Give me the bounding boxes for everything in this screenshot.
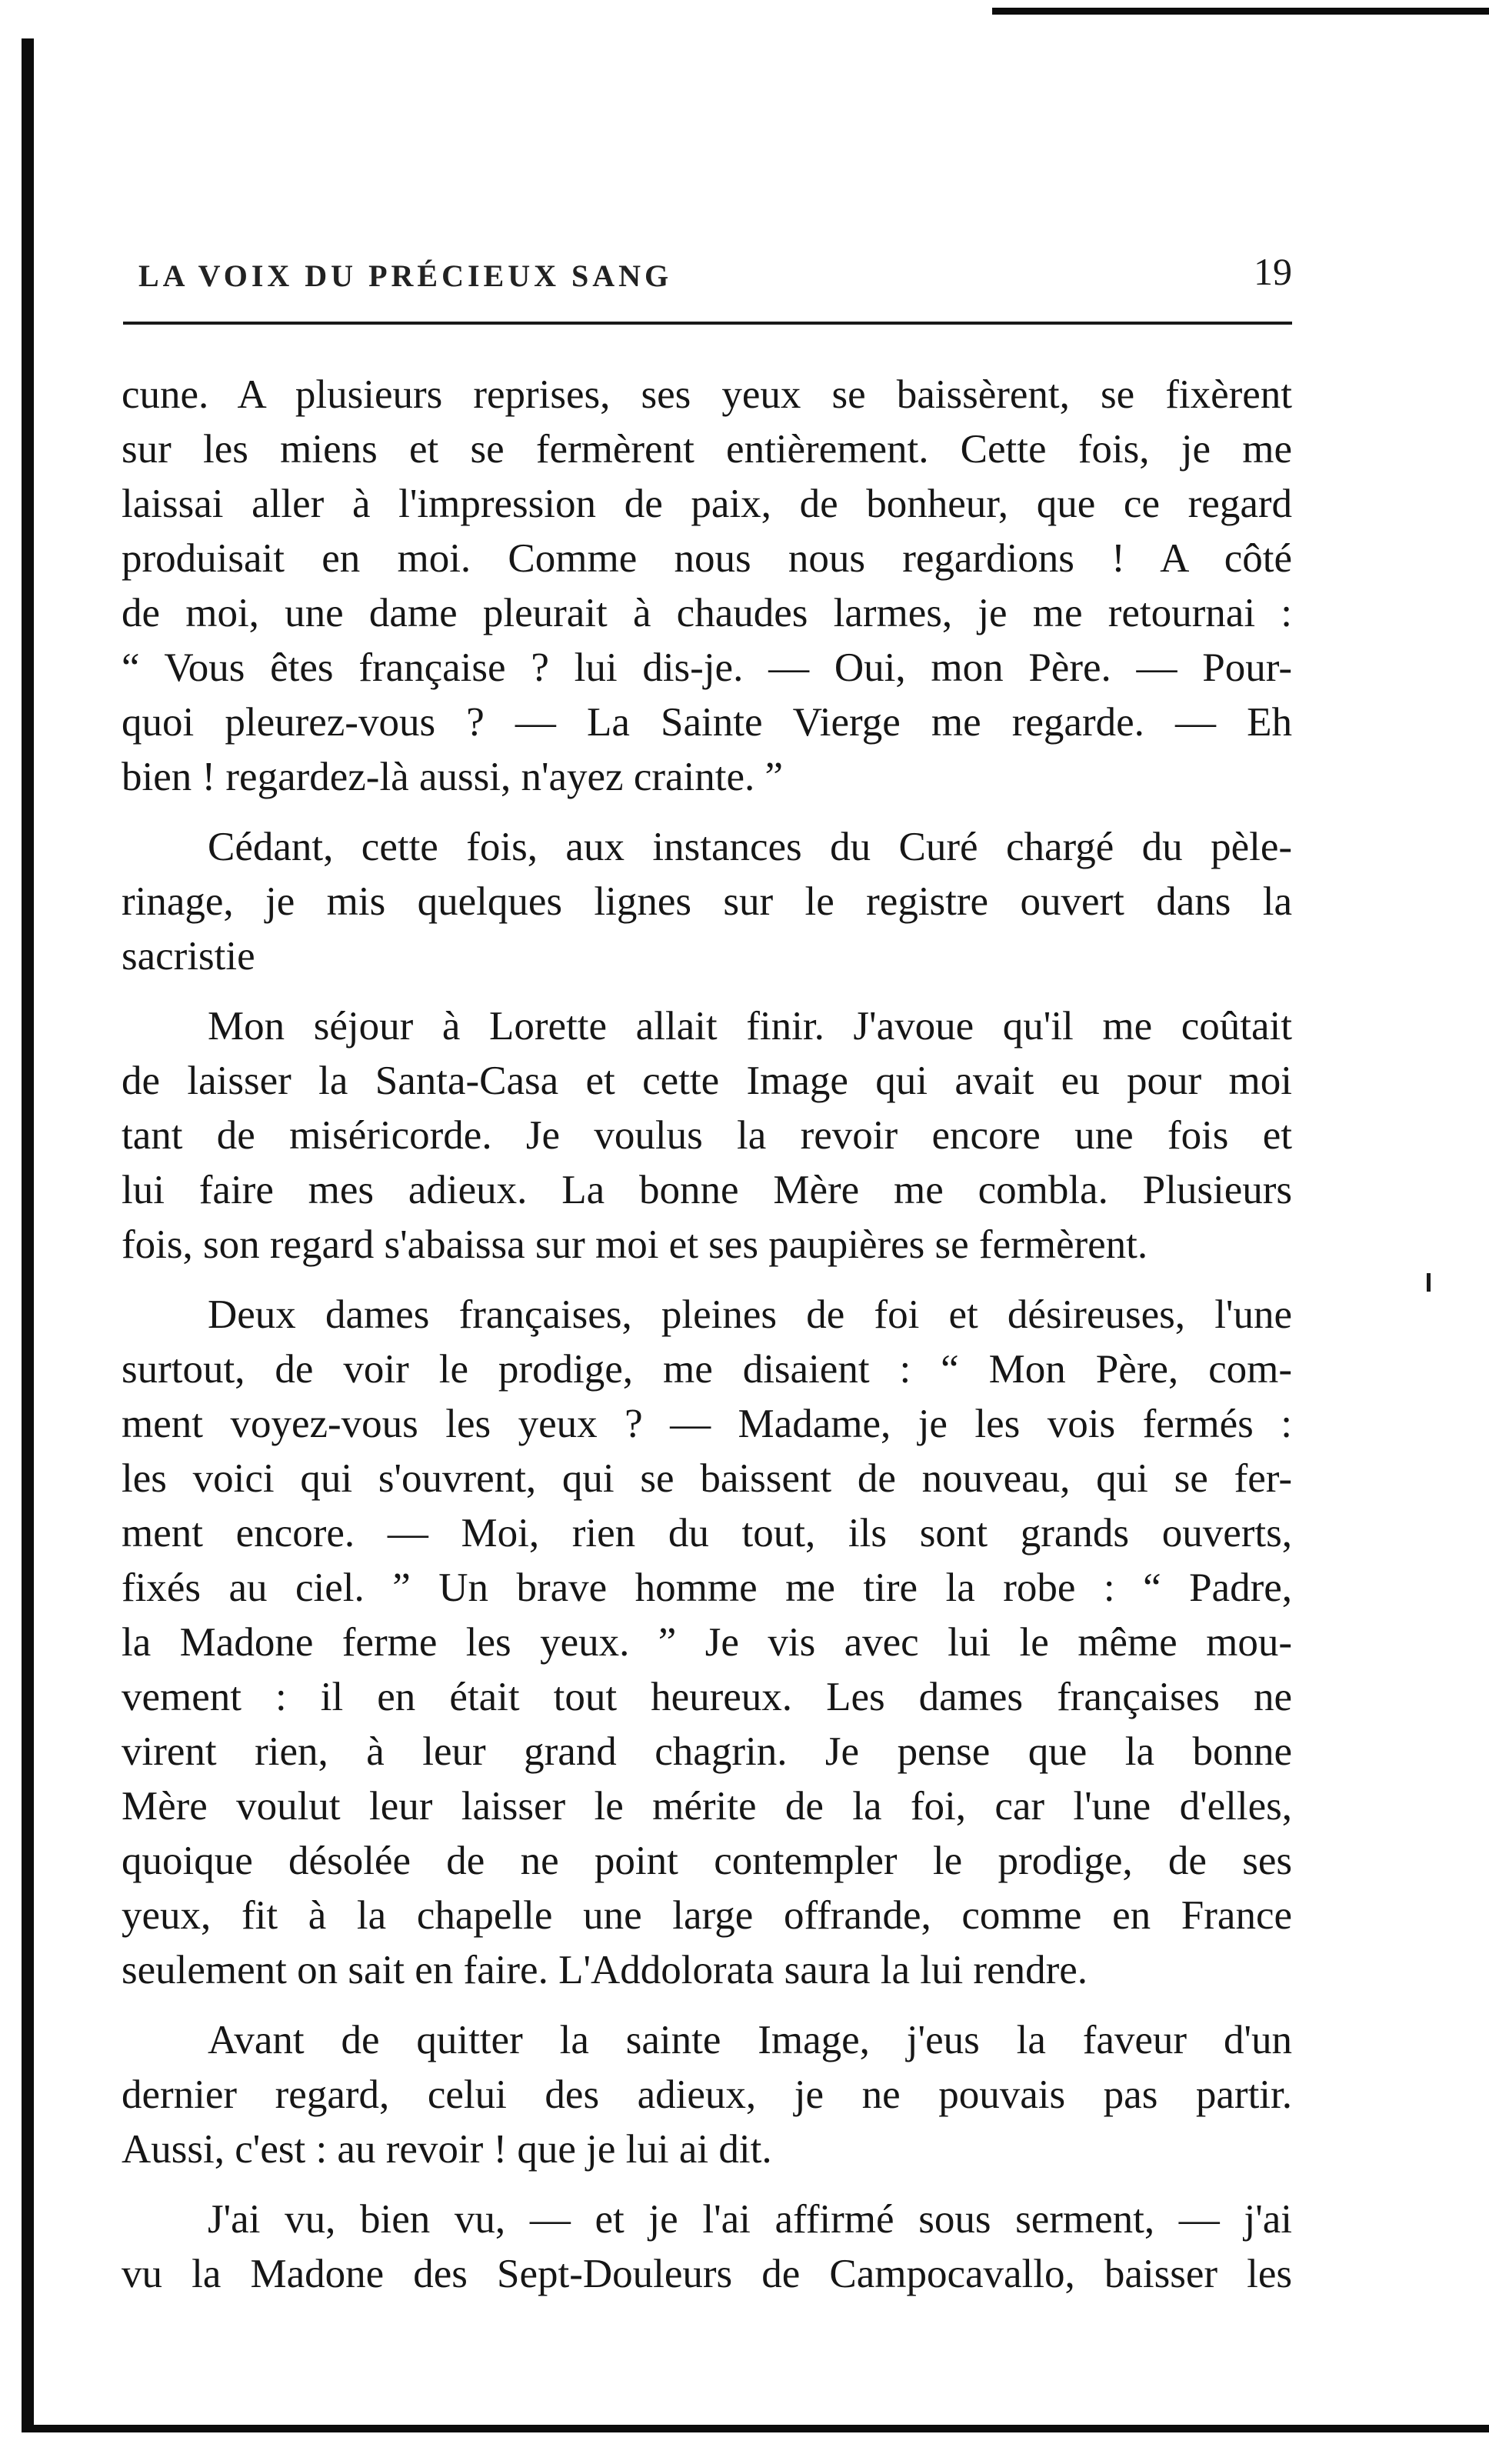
text-line: “ Vous êtes française ? lui dis-je. — Oui, mon Père. — Pour- xyxy=(122,645,1292,690)
text-line: Cédant, cette fois, aux instances du Curé chargé du pèle- xyxy=(208,825,1292,869)
text-line: Deux dames françaises, pleines de foi et désireuses, l'une xyxy=(208,1292,1292,1337)
text-line: produisait en moi. Comme nous nous regardions ! A côté xyxy=(122,536,1292,581)
text-line: Avant de quitter la sainte Image, j'eus la faveur d'un xyxy=(208,2018,1292,2062)
text-line: quoique désolée de ne point contempler le prodige, de ses xyxy=(122,1839,1292,1883)
text-line: laissai aller à l'impression de paix, de bonheur, que ce regard xyxy=(122,482,1292,526)
scan-edge-left xyxy=(22,38,34,2427)
paragraph xyxy=(122,1288,1292,1998)
text-line: yeux, fit à la chapelle une large offrande, comme en France xyxy=(122,1893,1292,1938)
text-line: Mon séjour à Lorette allait finir. J'avoue qu'il me coûtait xyxy=(208,1004,1292,1049)
text-line: lui faire mes adieux. La bonne Mère me combla. Plusieurs xyxy=(122,1168,1292,1212)
scan-edge-top xyxy=(992,8,1489,15)
text-line: vement : il en était tout heureux. Les dames françaises ne xyxy=(122,1675,1292,1719)
page-number: 19 xyxy=(1254,250,1292,293)
text-line: vu la Madone des Sept-Douleurs de Campocavallo, baisser les xyxy=(122,2252,1292,2296)
text-line: Mère voulut leur laisser le mérite de la foi, car l'une d'elles, xyxy=(122,1784,1292,1829)
text-line: J'ai vu, bien vu, — et je l'ai affirmé sous serment, — j'ai xyxy=(208,2197,1292,2242)
scan-edge-bottom xyxy=(22,2425,1489,2432)
text-line: seulement on sait en faire. L'Addolorata saura la lui rendre. xyxy=(122,1948,1088,1992)
body-text xyxy=(122,368,1292,2317)
text-line: Aussi, c'est : au revoir ! que je lui ai dit. xyxy=(122,2127,772,2172)
text-line: de moi, une dame pleurait à chaudes larmes, je me retournai : xyxy=(122,591,1292,635)
text-line: sacristie xyxy=(122,934,255,979)
running-title: LA VOIX DU PRÉCIEUX SANG xyxy=(138,258,673,293)
paragraph xyxy=(122,368,1292,805)
paragraph xyxy=(122,820,1292,984)
paragraph xyxy=(122,2192,1292,2302)
text-line: tant de miséricorde. Je voulus la revoir encore une fois et xyxy=(122,1113,1292,1158)
text-line: quoi pleurez-vous ? — La Sainte Vierge me regarde. — Eh xyxy=(122,700,1292,745)
header-rule xyxy=(123,322,1292,325)
text-line: ment voyez-vous les yeux ? — Madame, je les vois fermés : xyxy=(122,1402,1292,1446)
text-line: ment encore. — Moi, rien du tout, ils sont grands ouverts, xyxy=(122,1511,1292,1555)
text-line: la Madone ferme les yeux. ” Je vis avec lui le même mou- xyxy=(122,1620,1292,1665)
paragraph xyxy=(122,999,1292,1272)
text-line: de laisser la Santa-Casa et cette Image qui avait eu pour moi xyxy=(122,1059,1292,1103)
text-line: rinage, je mis quelques lignes sur le registre ouvert dans la xyxy=(122,879,1292,924)
paragraph xyxy=(122,2013,1292,2177)
text-line: surtout, de voir le prodige, me disaient : “ Mon Père, com- xyxy=(122,1347,1292,1392)
text-line: les voici qui s'ouvrent, qui se baissent de nouveau, qui se fer- xyxy=(122,1456,1292,1501)
running-header xyxy=(138,245,1292,294)
text-line: dernier regard, celui des adieux, je ne pouvais pas partir. xyxy=(122,2072,1292,2117)
text-line: bien ! regardez-là aussi, n'ayez crainte. ” xyxy=(122,755,784,799)
text-line: cune. A plusieurs reprises, ses yeux se baissèrent, se fixèrent xyxy=(122,372,1292,417)
margin-mark xyxy=(1427,1273,1431,1292)
text-line: fixés au ciel. ” Un brave homme me tire la robe : “ Padre, xyxy=(122,1565,1292,1610)
text-line: virent rien, à leur grand chagrin. Je pense que la bonne xyxy=(122,1729,1292,1774)
text-line: sur les miens et se fermèrent entièrement. Cette fois, je me xyxy=(122,427,1292,472)
text-line: fois, son regard s'abaissa sur moi et ses paupières se fermèrent. xyxy=(122,1222,1148,1267)
